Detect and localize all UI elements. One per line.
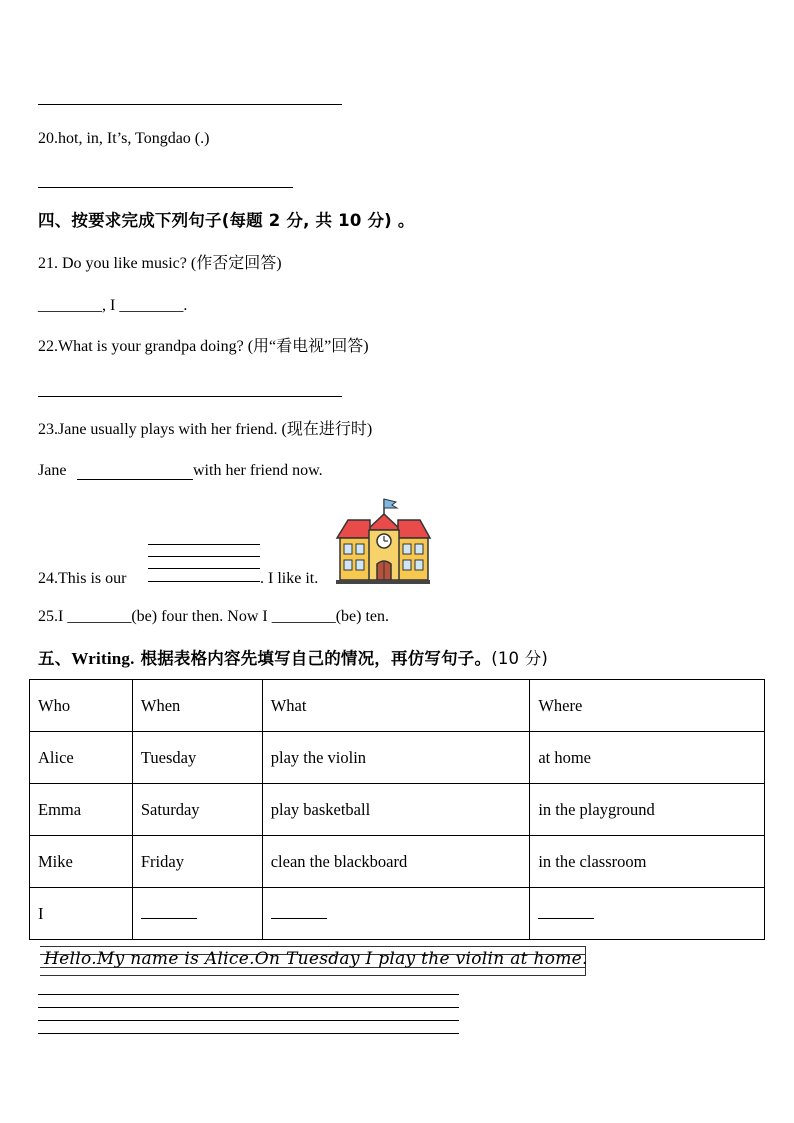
section4-title: 四、按要求完成下列句子(每题 2 分, 共 10 分) 。 bbox=[38, 211, 415, 230]
table-row bbox=[30, 836, 765, 888]
example-handwriting-strip bbox=[40, 946, 586, 976]
guide-line bbox=[40, 946, 586, 947]
table-blank-cell[interactable] bbox=[530, 888, 765, 940]
table-cell: I bbox=[30, 888, 133, 940]
table-header-cell: What bbox=[262, 680, 530, 732]
q23-answer-prefix: Jane bbox=[38, 462, 67, 479]
section5-score: (10 分) bbox=[491, 649, 549, 668]
table-row bbox=[30, 732, 765, 784]
table-row bbox=[30, 784, 765, 836]
table-cell: at home bbox=[530, 732, 765, 784]
writing-line-2[interactable] bbox=[38, 1007, 459, 1008]
writing-table bbox=[29, 679, 765, 940]
q19-answer-line[interactable] bbox=[38, 104, 342, 105]
table-header-cell: Who bbox=[30, 680, 133, 732]
table-header-cell: Where bbox=[530, 680, 765, 732]
section5-title-en: Writing. bbox=[71, 649, 135, 668]
q24-guide-line-3 bbox=[148, 568, 260, 569]
table-header-cell: When bbox=[132, 680, 262, 732]
table-cell: Alice bbox=[30, 732, 133, 784]
guide-line bbox=[40, 975, 586, 976]
table-cell: Saturday bbox=[132, 784, 262, 836]
q24-suffix: . I like it. bbox=[260, 570, 319, 587]
q24-guide-line-1 bbox=[148, 544, 260, 545]
section5-title bbox=[38, 649, 548, 669]
table-cell: in the classroom bbox=[530, 836, 765, 888]
fill-blank-what[interactable] bbox=[271, 904, 327, 919]
table-row bbox=[30, 888, 765, 940]
table-cell: play the violin bbox=[262, 732, 530, 784]
writing-line-3[interactable] bbox=[38, 1020, 459, 1021]
table-cell: in the playground bbox=[530, 784, 765, 836]
table-cell: Friday bbox=[132, 836, 262, 888]
q23-answer-suffix: with her friend now. bbox=[193, 462, 323, 479]
example-sentence: Hello.My name is Alice.On Tuesday I play the violin at home. bbox=[44, 949, 588, 969]
q23-answer-blank[interactable] bbox=[77, 479, 193, 480]
writing-line-4[interactable] bbox=[38, 1033, 459, 1034]
q24-guide-line-2 bbox=[148, 556, 260, 557]
table-cell: clean the blackboard bbox=[262, 836, 530, 888]
writing-line-1[interactable] bbox=[38, 994, 459, 995]
q22-answer-line[interactable] bbox=[38, 396, 342, 397]
table-cell: Mike bbox=[30, 836, 133, 888]
school-building-icon bbox=[334, 496, 432, 586]
q21-answer-line[interactable]: ________, I ________. bbox=[38, 297, 188, 314]
q20-answer-line[interactable] bbox=[38, 187, 293, 188]
section5-prefix: 五、 bbox=[38, 649, 72, 668]
section5-title-cn: 根据表格内容先填写自己的情况，再仿写句子。 bbox=[134, 649, 492, 668]
table-blank-cell[interactable] bbox=[262, 888, 530, 940]
q24-answer-line[interactable] bbox=[148, 581, 260, 582]
table-blank-cell[interactable] bbox=[132, 888, 262, 940]
table-cell: play basketball bbox=[262, 784, 530, 836]
q22-prompt: 22.What is your grandpa doing? (用“看电视”回答) bbox=[38, 338, 369, 355]
q25-prompt: 25.I ________(be) four then. Now I ________(be) ten. bbox=[38, 608, 390, 625]
table-cell: Tuesday bbox=[132, 732, 262, 784]
q20-prompt: 20.hot, in, It’s, Tongdao (.) bbox=[38, 130, 210, 147]
fill-blank-where[interactable] bbox=[538, 904, 594, 919]
q21-prompt: 21. Do you like music? (作否定回答) bbox=[38, 255, 282, 272]
table-cell: Emma bbox=[30, 784, 133, 836]
q23-prompt: 23.Jane usually plays with her friend. (现在进行时) bbox=[38, 421, 373, 438]
fill-blank-when[interactable] bbox=[141, 904, 197, 919]
table-header-row bbox=[30, 680, 765, 732]
q24-prefix: 24.This is our bbox=[38, 570, 127, 587]
